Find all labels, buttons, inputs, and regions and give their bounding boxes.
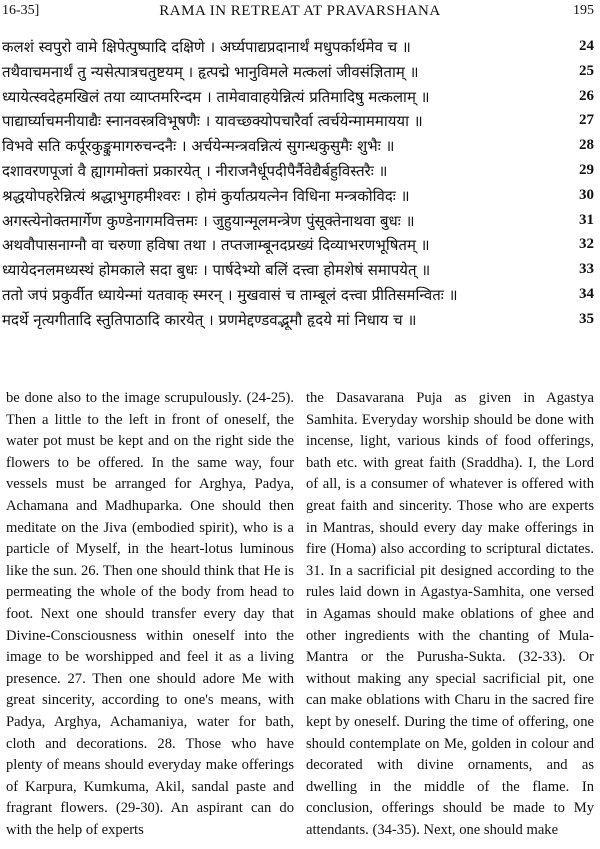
verse-number: 29 [579, 161, 594, 178]
verse-row [0, 85, 600, 110]
verse-text: ध्यायेदनलमध्यस्थं होमकाले सदा बुधः । पार्षदेभ्यो बलिं दत्त्वा होमशेषं समापयेत् ॥ [2, 261, 431, 280]
page-number: 195 [573, 3, 594, 18]
verse-text: श्रद्धयोपहरेन्नित्यं श्रद्धाभुगहमीश्वरः । होमं कुर्यात्प्रयत्नेन विधिना मन्त्रकोविदः ॥ [2, 186, 410, 205]
verse-text: पाद्यार्घ्याचमनीयाद्यैः स्नानवस्त्रविभूषणैः । यावच्छक्योपचारैर्वा त्वर्चयेन्माममायया ॥ [2, 112, 423, 131]
verse-row [0, 209, 600, 234]
translation-text: be done also to the image scrupulously. (24-25). Then a little to the left in front of oneself, the water pot must be kept and on the right side the flowers to be offered. In the same way, four vessels must be arranged for Arghya, Padya, Achamana and Madhuparka. One should then meditate on the Jiva (embodied spirit), who is a particle of Myself, in the heart-lotus luminous like the sun. 26. Then one should think that He is permeating the whole of the body from head to foot. Next one should transfer every day that Divine-Consciousness within oneself into the image to be worshipped and feel it as a living presence. 27. Then one should adore Me with great sincerity, according to one's means, with Padya, Arghya, Achamaniya, water for bath, cloth and decorations. 28. Those who have plenty of means should everyday make offerings of Karpura, Kumkuma, Akil, sandal paste and fragrant flowers. (29-30). An aspirant can do with the help of experts [6, 390, 294, 838]
verse-number: 27 [579, 112, 594, 129]
verse-row [0, 134, 600, 159]
verse-number: 30 [579, 186, 594, 203]
running-header [0, 3, 600, 23]
verse-number: 33 [579, 261, 594, 278]
verse-number: 26 [579, 87, 594, 104]
verse-text: विभवे सति कर्पूरकुङ्कुमागरुचन्दनैः । अर्चयेन्मन्त्रवन्नित्यं सुगन्धकुसुमैः शुभैः ॥ [2, 137, 395, 156]
verse-row [0, 184, 600, 209]
verse-number: 24 [579, 38, 594, 54]
verse-text: ध्यायेत्स्वदेहमखिलं तया व्याप्तमरिन्दम । तामेवावाहयेन्नित्यं प्रतिमादिषु मत्कलाम् ॥ [2, 87, 430, 106]
verse-number: 28 [579, 137, 594, 154]
verse-row [0, 159, 600, 184]
verse-text: अथवौपासनाग्नौ वा चरुणा हविषा तथा । तप्तजाम्बूनदप्रख्यं दिव्याभरणभूषितम् ॥ [2, 236, 430, 255]
chapter-range: 16-35] [2, 3, 40, 18]
translation-column-right [306, 388, 594, 841]
verse-row [0, 109, 600, 134]
verse-row [0, 35, 600, 60]
verse-number: 35 [579, 310, 594, 327]
verse-number: 32 [579, 236, 594, 253]
verse-text: दशावरणपूजां वै ह्यागमोक्तां प्रकारयेत् । नीराजनैर्धूपदीपैर्नैवेद्यैर्बहुविस्तरैः ॥ [2, 161, 388, 180]
verse-text: ततो जपं प्रकुर्वीत ध्यायेन्मां यतवाक् स्मरन् । मुखवासं च ताम्बूलं दत्त्वा प्रीतिसमन्वितः ॥ [2, 285, 458, 304]
page-title: RAMA IN RETREAT AT PRAVARSHANA [159, 3, 441, 19]
sanskrit-verses [0, 35, 600, 333]
verse-text: मदर्थे नृत्यगीतादि स्तुतिपाठादि कारयेत् । प्रणमेद्दण्डवद्भूमौ हृदये मां निधाय च ॥ [2, 310, 417, 329]
verse-row [0, 233, 600, 258]
verse-row [0, 283, 600, 308]
verse-number: 31 [579, 211, 594, 228]
translation-column-left [6, 388, 294, 841]
translation-text: the Dasavarana Puja as given in Agastya Samhita. Everyday worship should be done with incense, light, various kinds of food offerings, bath etc. with great faith (Sraddha). I, the Lord of all, is a consumer of whatever is offered with great faith and sincerity. Those who are experts in Mantras, should every day make offerings in fire (Homa) also according to scriptural dictates. 31. In a sacrificial pit designed according to the rules laid down in Agastya-Samhita, one versed in Agamas should make oblations of ghee and other ingredients with the chanting of Mula-Mantra or the Purusha-Sukta. (32-33). Or without making any special sacrificial pit, one can make oblations with Charu in the sacred fire kept by oneself. During the time of offering, one should contemplate on Me, golden in colour and decorated with divine ornaments, and as dwelling in the middle of the flame. In conclusion, offerings should be made to My attendants. (34-35). Next, one should make [306, 390, 594, 838]
verse-text: कलशं स्वपुरो वामे क्षिपेत्पुष्पादि दक्षिणे । अर्घ्यपाद्यप्रदानार्थं मधुपर्कार्थमेव च ॥ [2, 38, 411, 56]
verse-row [0, 308, 600, 333]
verse-number: 25 [579, 62, 594, 79]
verse-number: 34 [579, 285, 594, 302]
verse-row [0, 258, 600, 283]
verse-text: अगस्त्येनोक्तमार्गेण कुण्डेनागमवित्तमः । जुहुयान्मूलमन्त्रेण पुंसूक्तेनाथवा बुधः ॥ [2, 211, 415, 230]
verse-text: तथैवाचमनार्थं तु न्यसेत्पात्रचतुष्टयम् । हृत्पद्मे भानुविमले मत्कलां जीवसंज्ञिताम् ॥ [2, 62, 419, 81]
verse-row [0, 60, 600, 85]
